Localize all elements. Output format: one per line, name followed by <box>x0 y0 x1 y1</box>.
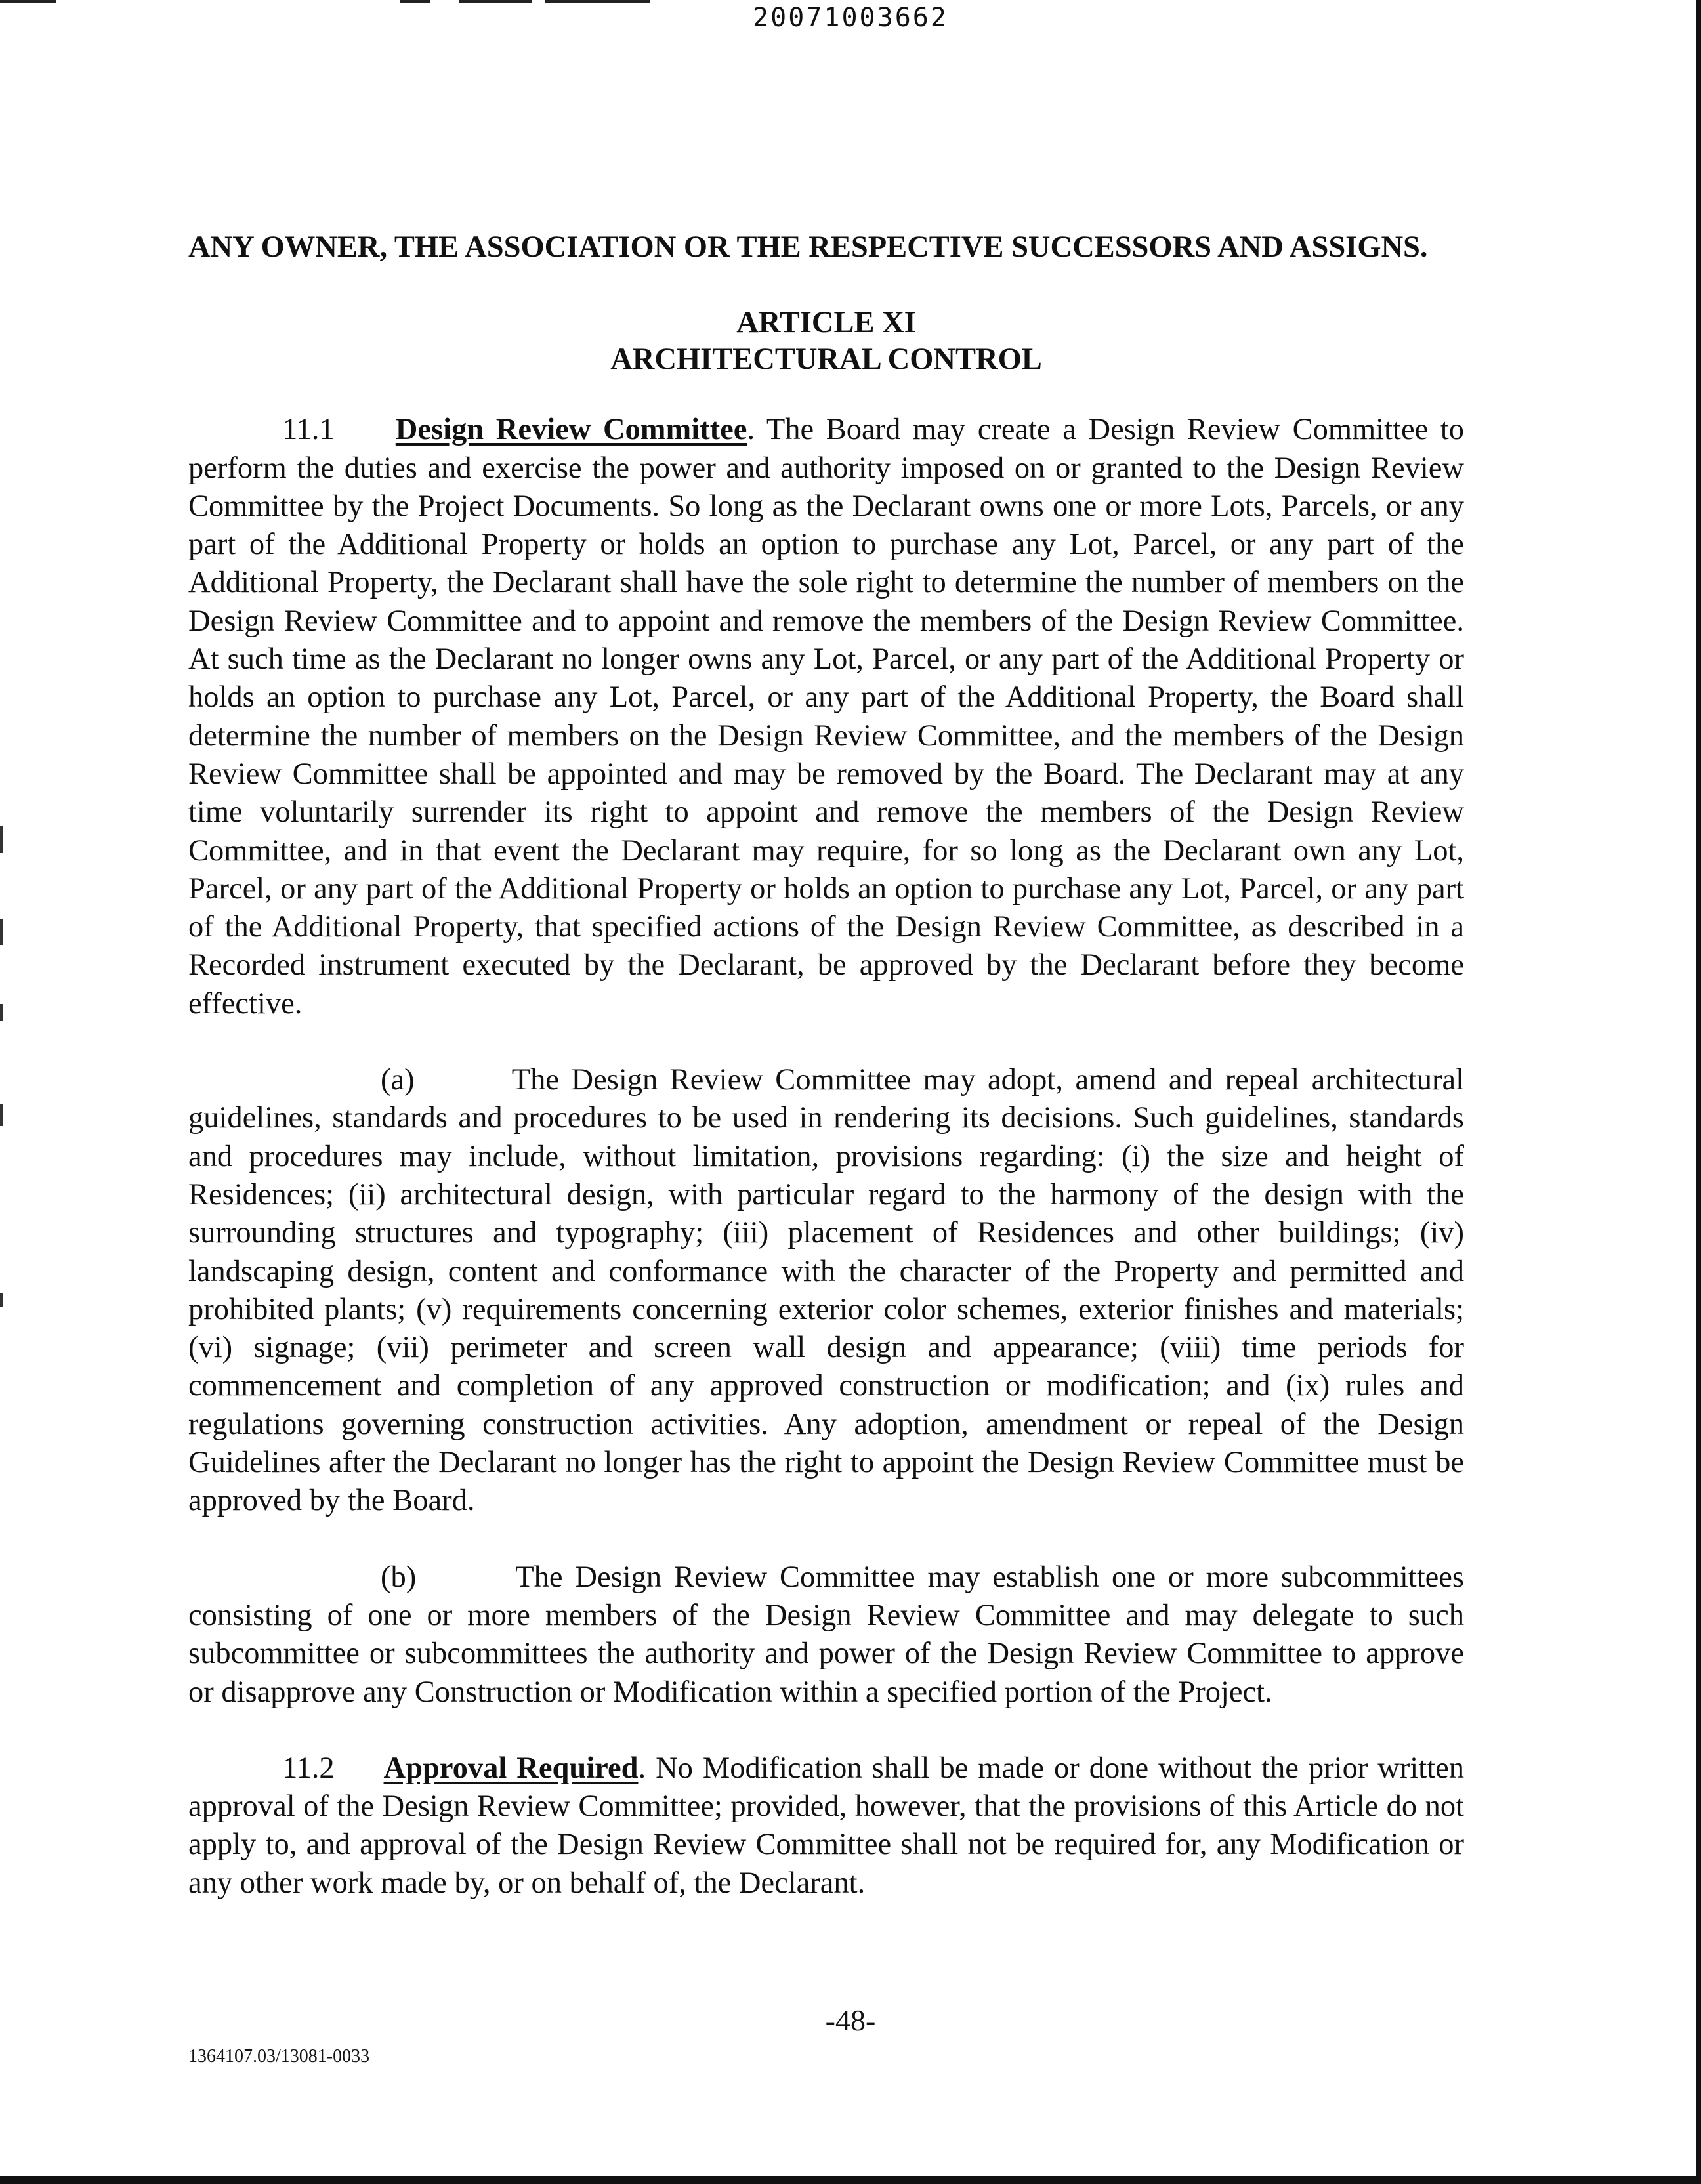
margin-tick <box>0 919 3 945</box>
scan-right-edge <box>1696 0 1701 2184</box>
page-number: -48- <box>825 2004 876 2037</box>
continuation-caps-text: ANY OWNER, THE ASSOCIATION OR THE RESPECTIVE SUCCESSORS AND ASSIGNS. <box>188 230 1428 264</box>
subsection-body: The Design Review Committee may establish one or more subcommittees consisting of one or more members of the Design Review Committee and may delegate to such subcommittee or subcommittees the authority and power of the Design Review Committee to approve or disapprove any Construction or Modification within a specified portion of the Project. <box>188 1560 1464 1709</box>
section-heading: Approval Required <box>383 1751 639 1785</box>
document-body <box>188 228 1464 1902</box>
section-number: 11.2 <box>282 1751 335 1785</box>
section-11-1 <box>188 411 1464 1023</box>
margin-tick <box>0 826 3 853</box>
subsection-a <box>188 1061 1464 1521</box>
subsection-label: (a) <box>381 1063 415 1097</box>
article-title: ARCHITECTURAL CONTROL <box>610 343 1042 377</box>
article-number: ARTICLE XI <box>736 306 916 340</box>
subsection-body: The Design Review Committee may adopt, amend and repeal architectural guidelines, standards and procedures to be used in rendering its decisions. Such guidelines, standards and procedures may include, without limitation, provisions regarding: (i) the size and height of Residences; (ii) architectural design, with particular regard to the harmony of the design with the surrounding structures and typography; (iii) placement of Residences and other buildings; (iv) landscaping design, content and conformance with the character of the Property and permitted and prohibited plants; (v) requirements concerning exterior color schemes, exterior finishes and materials; (vi) signage; (vii) perimeter and screen wall design and appearance; (viii) time periods for commencement and completion of any approved construction or modification; and (ix) rules and regulations governing construction activities. Any adoption, amendment or repeal of the Design Guidelines after the Declarant no longer has the right to appoint the Design Review Committee must be approved by the Board. <box>188 1063 1465 1518</box>
margin-tick <box>0 1293 3 1307</box>
scan-bottom-edge <box>0 2176 1701 2184</box>
subsection-label: (b) <box>381 1560 417 1594</box>
margin-tick <box>0 1104 3 1126</box>
section-heading: Design Review Committee <box>395 413 747 447</box>
subsection-b <box>188 1559 1464 1712</box>
document-id: 1364107.03/13081-0033 <box>188 2046 370 2067</box>
article-heading <box>188 304 1464 378</box>
section-number: 11.1 <box>282 413 335 447</box>
margin-tick <box>0 1004 3 1021</box>
recording-number: 20071003662 <box>753 3 948 33</box>
section-body: . The Board may create a Design Review Committee to perform the duties and exercise the power and authority imposed on or granted to the Design Review Committee by the Project Documents. So long as the Declarant owns one or more Lots, Parcels, or any part of the Additional Property or holds an option to purchase any Lot, Parcel, or any part of the Additional Property, the Declarant shall have the sole right to determine the number of members on the Design Review Committee and to appoint and remove the members of the Design Review Committee. At such time as the Declarant no longer owns any Lot, Parcel, or any part of the Additional Property or holds an option to purchase any Lot, Parcel, or any part of the Additional Property, the Board shall determine the number of members on the Design Review Committee, and the members of the Design Review Committee shall be appointed and may be removed by the Board. The Declarant may at any time voluntarily surrender its right to appoint and remove the members of the Design Review Committee, and in that event the Declarant may require, for so long as the Declarant own any Lot, Parcel, or any part of the Additional Property or holds an option to purchase any Lot, Parcel, or any part of the Additional Property, that specified actions of the Design Review Committee, as described in a Recorded instrument executed by the Declarant, be approved by the Declarant before they become effective. <box>188 413 1465 1020</box>
section-body: . No Modification shall be made or done without the prior written approval of the Design Review Committee; provided, however, that the provisions of this Article do not apply to, and approval of the Design Review Committee shall not be required for, any Modification or any other work made by, or on behalf of, the Declarant. <box>188 1751 1464 1900</box>
section-11-2 <box>188 1750 1464 1902</box>
